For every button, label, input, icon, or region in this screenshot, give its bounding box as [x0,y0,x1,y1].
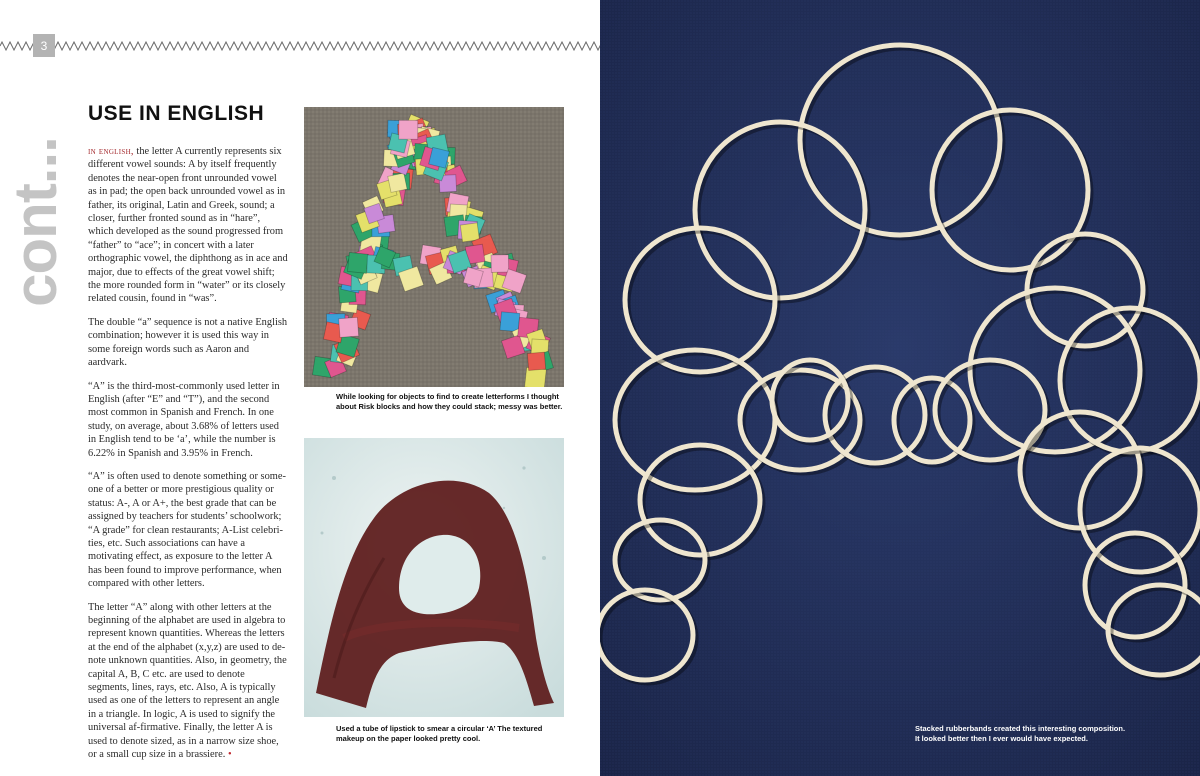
lipstick-letter-image [304,438,564,717]
blocks-caption-line-1: While looking for objects to find to create letterforms I thought [336,392,559,401]
block-piece [347,252,368,273]
vertical-word: cont... [2,137,69,307]
paragraph-5-text: The letter “A” along with other letters at the beginning of the alphabet are used in algebra to represent known quantities. Whereas the letters at the end of the alphabet (x,y,z) are used to de-note unknown quantities. Also, in geometry, the capital A, B, C etc. are used to denote segments, lines, rays, etc. Also, A is typically used as one of the letters to represent an angle in a triangle. In logic, A is used to signify the universal af-firmative. Finally, the letter A is used to denote sized, as in a narrow size shoe, or a small cup size in a brassiere. [88,601,287,761]
paragraph-1 [88,145,288,306]
body-column [88,145,288,771]
blocks-caption-line-2: about Risk blocks and how they could stack; messy was better. [336,402,563,411]
paragraph-3: “A” is the third-most-commonly used letter in English (after “E” and “T”), and the second most common in Spanish and French. In one study, on average, about 3.68% of letters used in English tend to be ‘a’, while the number is 6.22% in Spanish and 3.95% in French. [88,380,280,459]
rubberbands-caption-line-2: It looked better then I ever would have expected. [915,734,1088,743]
block-piece [399,120,418,139]
blocks-caption [336,392,576,412]
block-piece [339,317,359,337]
block-piece [525,367,547,387]
lipstick-caption [336,724,576,744]
paragraph-lead-in: in english, [88,146,134,157]
block-piece [429,147,450,168]
lipstick-photo [304,438,564,717]
block-piece [500,312,520,332]
block-piece [491,255,509,273]
lipstick-caption-line-1: Used a tube of lipstick to smear a circular ‘A’ The textured [336,724,543,733]
lipstick-caption-line-2: makeup on the paper looked pretty cool. [336,734,481,743]
rubberbands-photo [600,0,1200,776]
blocks-photo [304,107,564,387]
paragraph-2: The double “a” sequence is not a native English combination; however it is used this way in some foreign words such as Aaron and aardvark. [88,316,288,369]
paragraph-5 [88,601,288,762]
page-number: 3 [33,34,55,57]
paragraph-4: “A” is often used to denote something or some-one of a better or more prestigious quality or status: A-, A or A+, the best grade that can be assigned by teachers for students’ schoolwork; “A grade” for clean restaurants; A-List celebri-ties, etc. Such associations can have a motivating effect, as exposure to the letter A has been found to improve performance, when compared with other letters. [88,470,286,590]
section-heading: USE IN ENGLISH [88,102,265,125]
blocks-letter-image [304,107,564,387]
right-page [600,0,1200,776]
paragraph-1-text: the letter A currently represents six different vowel sounds: A by itself frequently denotes the near-open front unrounded vowel as in pad; the open back unrounded vowel as in father, its original, Latin and Greek, sound; a closer, further fronted sound as in “hare”, which developed as the sound progressed from “father” to “ace”; in concert with a later orthographic vowel, the diphthong as in ace and major, due to effects of the great vowel shift; the more rounded form in “water” or its closely related cousin, found in “was”. [88,146,288,305]
block-piece [388,173,407,192]
end-mark: • [227,749,232,761]
rubberbands-caption [915,724,1195,744]
block-piece [527,352,545,370]
zigzag-rule [0,40,600,52]
rubberbands-caption-line-1: Stacked rubberbands created this interesting composition. [915,724,1126,733]
block-piece [460,223,479,242]
